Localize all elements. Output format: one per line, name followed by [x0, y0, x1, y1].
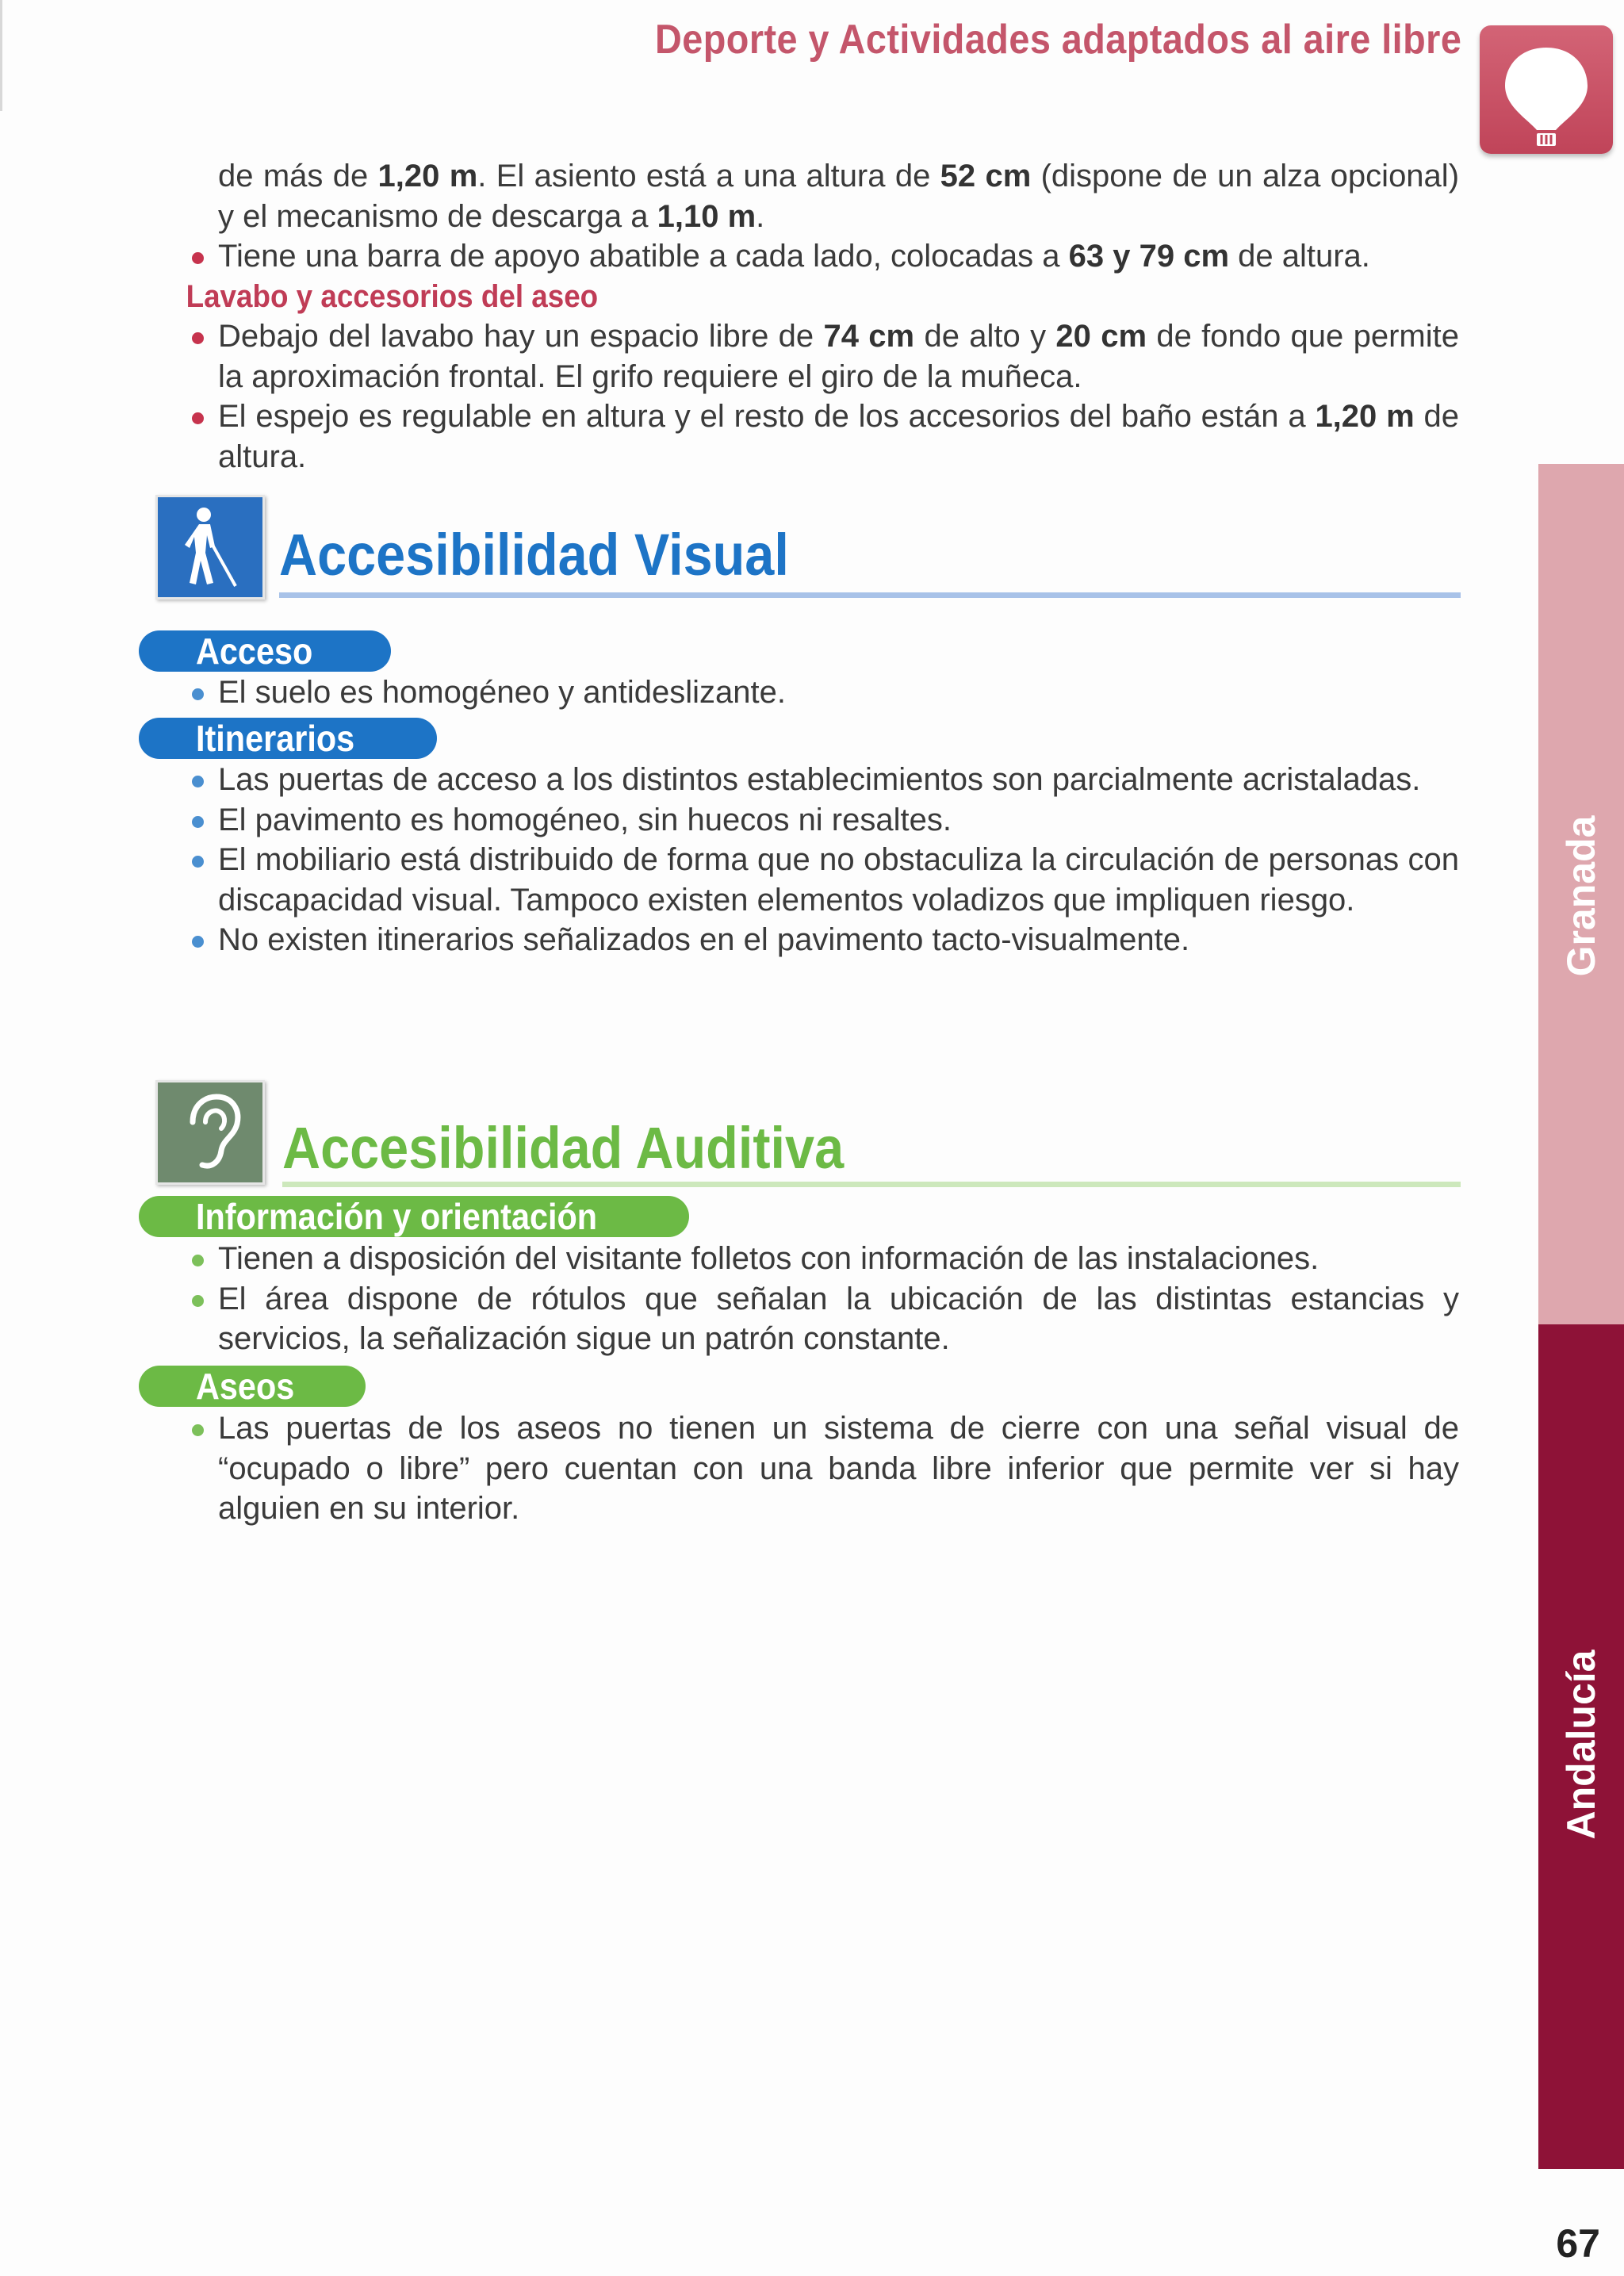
bullet — [192, 1255, 204, 1266]
side-tab-granada — [1538, 464, 1624, 1324]
bullet — [192, 1424, 204, 1436]
ear-icon — [155, 1080, 265, 1185]
intro-paragraph: de más de 1,20 m. El asiento está a una altura de 52 cm (dispone de un alza opcional) y el mecanismo de descarga a 1,10 m. — [218, 159, 1460, 234]
informacion-list — [182, 1239, 1459, 1359]
pill-aseos: Aseos — [139, 1366, 366, 1407]
blind-person-icon — [155, 495, 265, 600]
list-item: No existen itinerarios señalizados en el pavimento tacto-visualmente. — [182, 920, 1459, 960]
list-item: Tienen a disposición del visitante folletos con información de las instalaciones. — [182, 1239, 1459, 1279]
header-title: Deporte y Actividades adaptados al aire libre — [654, 17, 1461, 63]
list-item: El pavimento es homogéneo, sin huecos ni resaltes. — [182, 800, 1459, 841]
section-rule-auditiva — [282, 1182, 1461, 1187]
aseos-list — [182, 1408, 1459, 1529]
intro-block — [182, 156, 1459, 477]
header-badge — [1480, 25, 1613, 154]
side-tab-andalucia — [1538, 1324, 1624, 2169]
pill-informacion: Información y orientación — [139, 1196, 689, 1237]
section-title-visual: Accesibilidad Visual — [279, 522, 789, 588]
list-item: El área dispone de rótulos que señalan la ubicación de las distintas estancias y servicios, la señalización sigue un patrón constante. — [182, 1279, 1459, 1359]
bullet — [192, 688, 204, 700]
pill-itinerarios: Itinerarios — [139, 718, 437, 759]
list-item: El suelo es homogéneo y antideslizante. — [182, 672, 1459, 713]
itinerarios-list — [182, 760, 1459, 960]
bullet — [192, 776, 204, 787]
section-rule-visual — [279, 592, 1461, 598]
list-item: Las puertas de acceso a los distintos establecimientos son parcialmente acristaladas. — [182, 760, 1459, 800]
side-tab-andalucia-label: Andalucía — [1559, 1650, 1603, 1840]
list-item: El espejo es regulable en altura y el resto de los accesorios del baño están a 1,20 m de altura. — [182, 397, 1459, 477]
list-item: Las puertas de los aseos no tienen un sistema de cierre con una señal visual de “ocupado o libre” pero cuentan con una banda libre inferior que permite ver si hay alguien en su interior. — [182, 1408, 1459, 1529]
side-tab-granada-label: Granada — [1559, 815, 1603, 977]
lavabo-heading: Lavabo y accesorios del aseo — [186, 278, 599, 314]
page-number: 67 — [1556, 2221, 1600, 2266]
bullet — [192, 1295, 204, 1307]
hot-air-balloon-icon — [1480, 25, 1613, 154]
page-edge — [0, 0, 2, 111]
bullet — [192, 332, 204, 344]
bullet — [192, 856, 204, 868]
list-item: Tiene una barra de apoyo abatible a cada lado, colocadas a 63 y 79 cm de altura. — [182, 236, 1459, 277]
bullet — [192, 252, 204, 264]
bullet — [192, 412, 204, 424]
bullet — [192, 936, 204, 948]
list-item: Debajo del lavabo hay un espacio libre de 74 cm de alto y 20 cm de fondo que permite la aproximación frontal. El grifo requiere el giro de la muñeca. — [182, 316, 1459, 397]
bullet — [192, 816, 204, 828]
section-title-auditiva: Accesibilidad Auditiva — [282, 1115, 845, 1181]
list-item: El mobiliario está distribuido de forma que no obstaculiza la circulación de personas con discapacidad visual. Tampoco existen elementos voladizos que impliquen riesgo. — [182, 840, 1459, 920]
pill-acceso: Acceso — [139, 630, 391, 672]
acceso-list — [182, 672, 1459, 713]
